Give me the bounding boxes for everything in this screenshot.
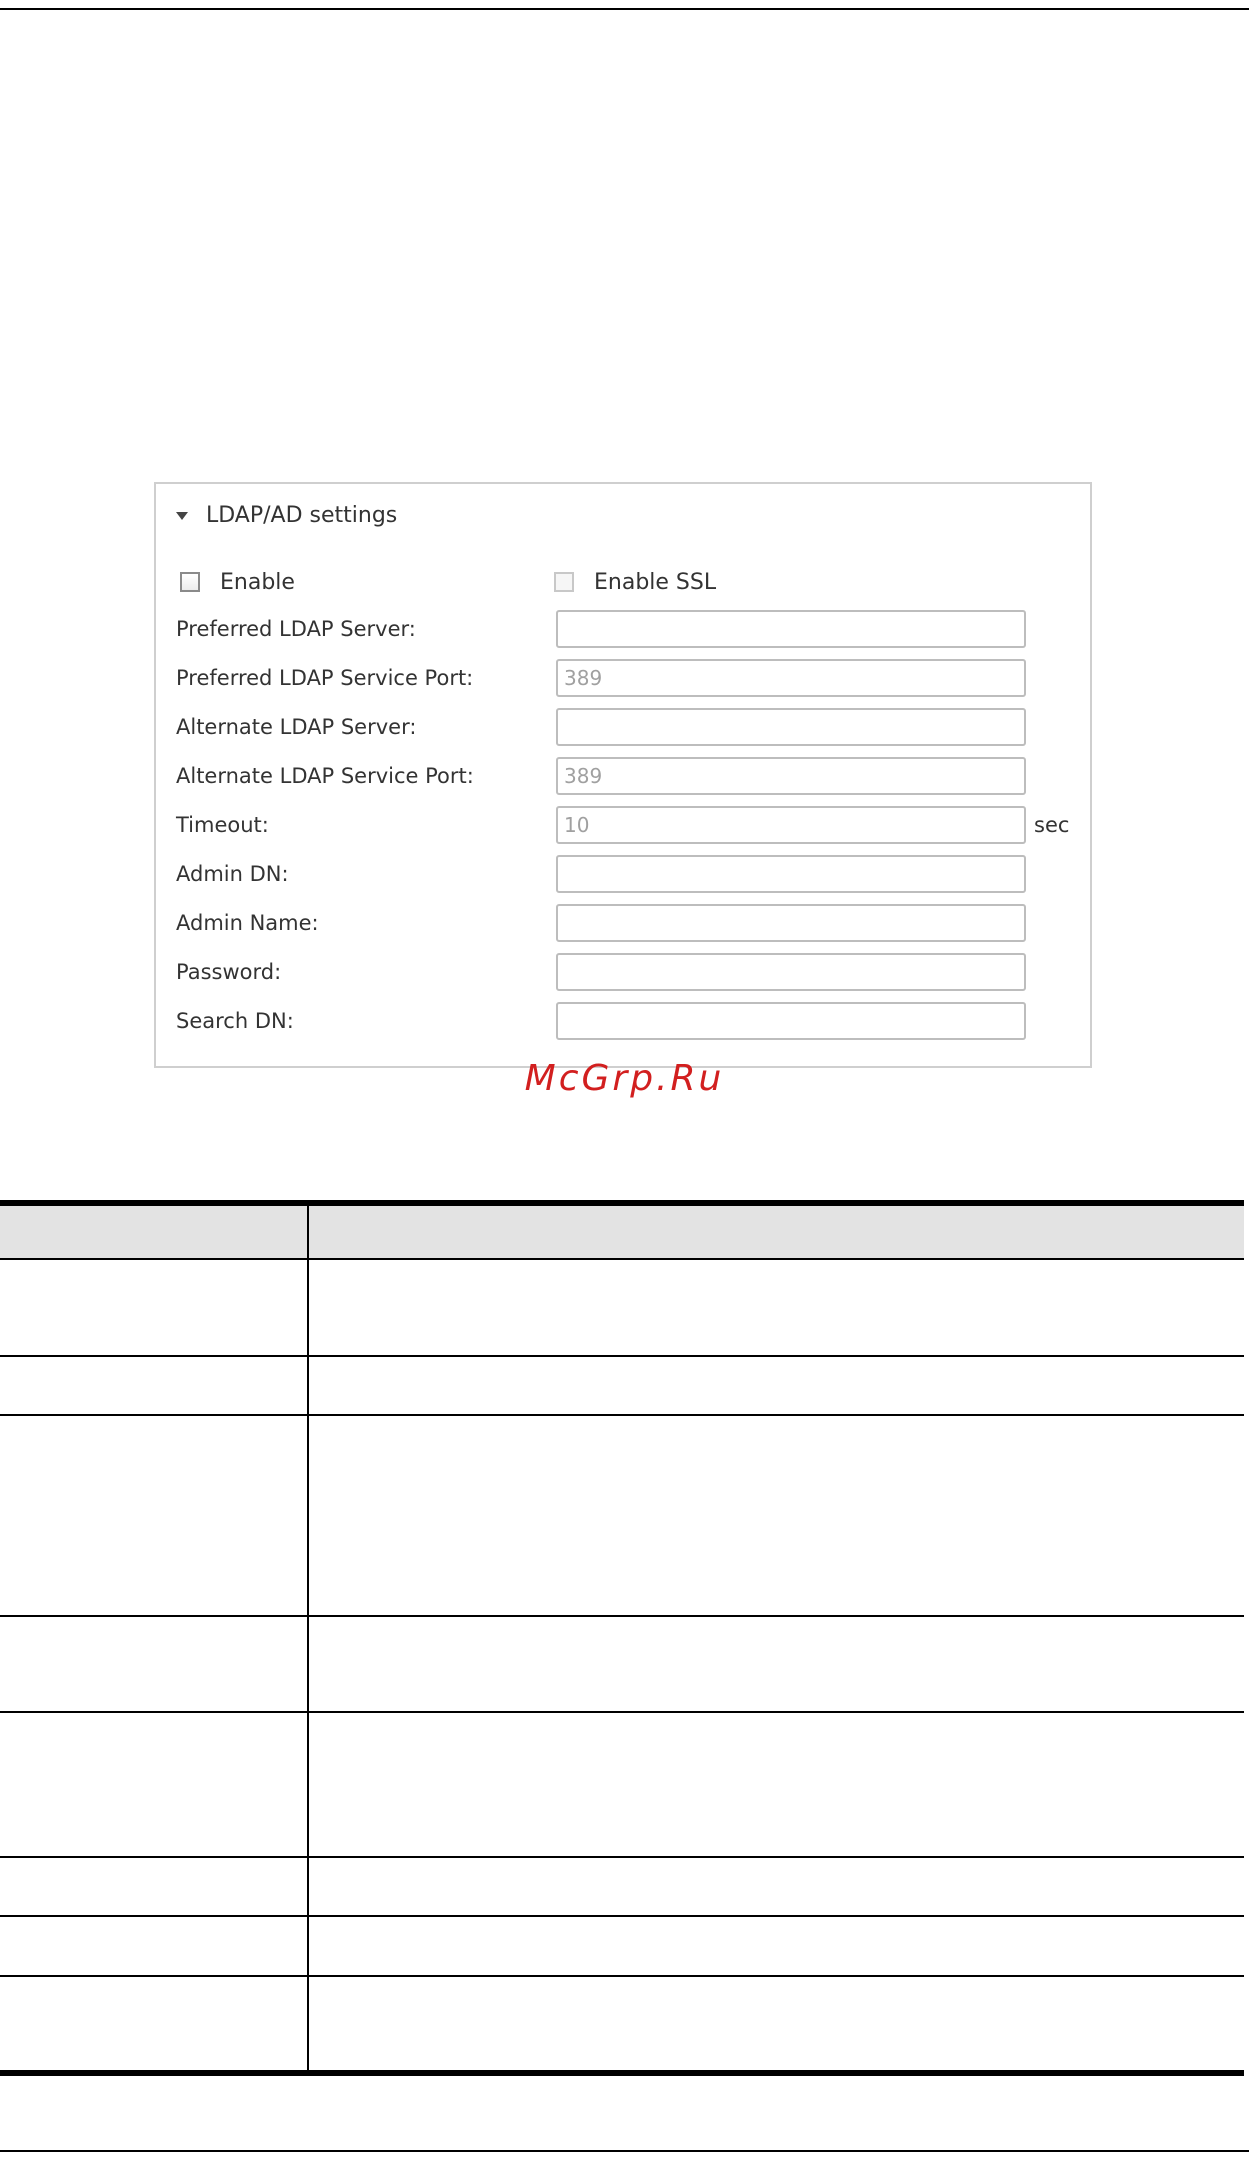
- preferred-ldap-server-label: Preferred LDAP Server:: [176, 617, 416, 641]
- panel-title: LDAP/AD settings: [206, 502, 398, 528]
- admin-name-label: Admin Name:: [176, 911, 319, 935]
- column-divider: [307, 1617, 309, 1711]
- alternate-ldap-port-label: Alternate LDAP Service Port:: [176, 764, 474, 788]
- alternate-ldap-port-row: [176, 757, 1076, 795]
- admin-name-input[interactable]: [556, 904, 1026, 942]
- column-divider: [307, 1713, 309, 1856]
- password-input[interactable]: [556, 953, 1026, 991]
- bottom-page-rule: [0, 2150, 1249, 2152]
- admin-name-row: [176, 904, 1076, 942]
- password-label: Password:: [176, 960, 282, 984]
- preferred-ldap-port-label: Preferred LDAP Service Port:: [176, 666, 474, 690]
- enable-ssl-option: [554, 564, 716, 600]
- table-row: [0, 1917, 1244, 1977]
- column-divider: [307, 1416, 309, 1615]
- enable-ssl-label: Enable SSL: [594, 569, 717, 595]
- ldap-settings-toggle[interactable]: [176, 498, 397, 532]
- enable-option: [180, 564, 295, 600]
- caret-down-icon: [176, 512, 188, 520]
- admin-dn-label: Admin DN:: [176, 862, 289, 886]
- timeout-unit: sec: [1034, 813, 1070, 837]
- enable-checkbox[interactable]: [180, 572, 200, 592]
- admin-dn-row: [176, 855, 1076, 893]
- table-row: [0, 1617, 1244, 1713]
- timeout-input[interactable]: [556, 806, 1026, 844]
- alternate-ldap-server-input[interactable]: [556, 708, 1026, 746]
- table-row: [0, 1416, 1244, 1617]
- enable-ssl-checkbox[interactable]: [554, 572, 574, 592]
- table-header: [0, 1206, 1244, 1260]
- table-bottom-rule: [0, 2070, 1244, 2076]
- table-row: [0, 1260, 1244, 1357]
- column-divider: [307, 1917, 309, 1975]
- parameter-table: [0, 1200, 1244, 2076]
- column-divider: [307, 1260, 309, 1355]
- column-divider: [307, 1206, 309, 1258]
- table-row: [0, 1858, 1244, 1917]
- column-divider: [307, 1858, 309, 1915]
- search-dn-row: [176, 1002, 1076, 1040]
- alternate-ldap-port-input[interactable]: [556, 757, 1026, 795]
- search-dn-input[interactable]: [556, 1002, 1026, 1040]
- table-row: [0, 1977, 1244, 2070]
- column-divider: [307, 1357, 309, 1414]
- top-page-rule: [0, 8, 1249, 10]
- search-dn-label: Search DN:: [176, 1009, 294, 1033]
- preferred-ldap-server-row: [176, 610, 1076, 648]
- preferred-ldap-port-row: [176, 659, 1076, 697]
- enable-label: Enable: [220, 569, 295, 595]
- password-row: [176, 953, 1076, 991]
- ldap-settings-panel: [154, 482, 1092, 1068]
- column-divider: [307, 1977, 309, 2070]
- admin-dn-input[interactable]: [556, 855, 1026, 893]
- alternate-ldap-server-label: Alternate LDAP Server:: [176, 715, 417, 739]
- table-row: [0, 1357, 1244, 1416]
- timeout-row: [176, 806, 1076, 844]
- preferred-ldap-server-input[interactable]: [556, 610, 1026, 648]
- table-row: [0, 1713, 1244, 1858]
- preferred-ldap-port-input[interactable]: [556, 659, 1026, 697]
- watermark-text: McGrp.Ru: [524, 1058, 725, 1099]
- timeout-label: Timeout:: [176, 813, 269, 837]
- alternate-ldap-server-row: [176, 708, 1076, 746]
